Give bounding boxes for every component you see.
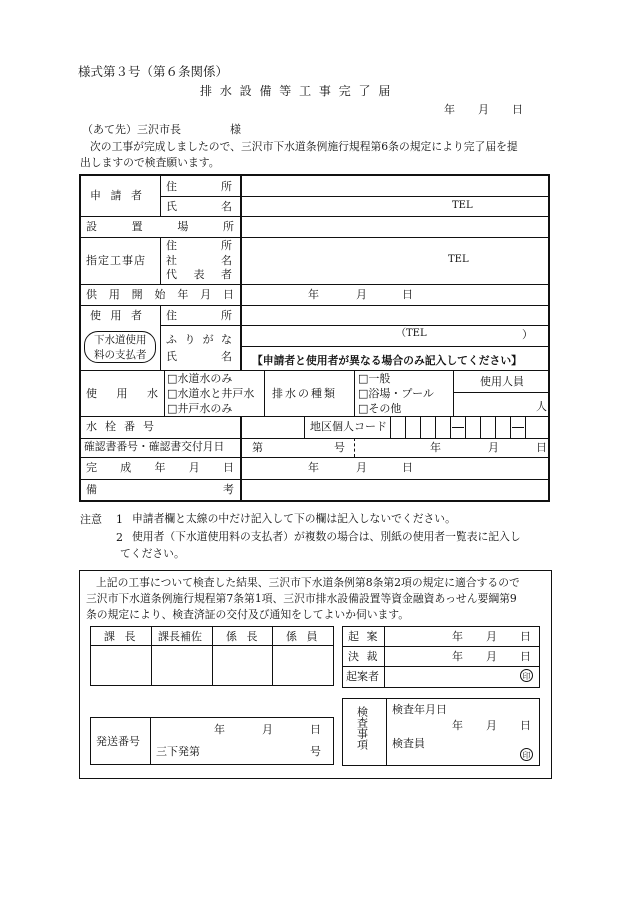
sending-year: 年 <box>214 723 225 736</box>
water-opt-tap-only[interactable]: □ 水道水のみ <box>167 373 232 384</box>
label-applicant: 申 請 者 <box>90 189 145 202</box>
label-start-date: 供 用 開 始 年 月 日 <box>86 288 234 301</box>
sending-month: 月 <box>262 723 273 736</box>
office-text-line1: 上記の工事について検査した結果、三沢市下水道条例第8条第2項の規定に適合するので <box>96 576 520 589</box>
drain-opt-bath-pool[interactable]: □ 浴場・プール <box>358 388 434 399</box>
confirmation-go: 号 <box>334 441 345 454</box>
label-district-code: 地区個人コード <box>310 420 387 433</box>
completion-month: 月 <box>356 461 367 474</box>
addressee: （あて先）三沢市長 <box>82 123 181 136</box>
payer-tel-close: ） <box>522 328 533 341</box>
label-decided: 決 裁 <box>348 650 380 663</box>
payer-note: 【申請者と使用者が異なる場合のみ記入してください】 <box>252 354 522 367</box>
header-month: 月 <box>478 103 489 116</box>
label-inspection-date: 検査年月日 <box>392 703 447 716</box>
label-contractor: 指定工事店 <box>86 254 146 267</box>
water-opt-tap-and-well[interactable]: □ 水道水と井戸水 <box>167 388 254 399</box>
completion-day: 日 <box>402 461 413 474</box>
intro-line-1: 次の工事が完成しましたので、三沢市下水道条例施行規程第6条の規定により完了届を提 <box>90 140 518 153</box>
label-drain-type: 排水の種類 <box>272 387 337 400</box>
payer-tel: （TEL <box>396 328 427 339</box>
confirmation-day: 日 <box>536 441 547 454</box>
label-remarks: 備 考 <box>86 483 234 496</box>
inspection-day: 日 <box>520 719 531 732</box>
label-applicant-address: 住 所 <box>166 180 232 193</box>
label-payer-line1: 下水道使用 <box>94 334 147 346</box>
office-text-line2: 三沢市下水道条例施行規程第7条第1項、三沢市排水設備設置等資金融資あっせん要綱第9 <box>86 592 517 605</box>
form-number: 様式第３号（第６条関係） <box>78 64 229 79</box>
honorific: 様 <box>230 123 241 136</box>
note-2-number: 2 <box>116 531 123 544</box>
label-contractor-address: 住 所 <box>166 239 232 252</box>
note-2-line1: 使用者（下水道使用料の支払者）が複数の場合は、別紙の使用者一覧表に記入し <box>132 530 521 543</box>
completion-date-field[interactable] <box>242 458 548 479</box>
label-contractor-company: 社 名 <box>166 254 232 267</box>
label-deputy-chief: 課長補佐 <box>158 630 202 643</box>
label-confirmation: 確認書番号・確認書交付月日 <box>84 440 225 453</box>
label-user: 使 用 者 <box>90 309 145 322</box>
confirmation-dai: 第 <box>252 441 263 454</box>
sending-go: 号 <box>310 745 321 758</box>
label-drafted: 起 案 <box>348 630 380 643</box>
drafted-month: 月 <box>486 630 497 643</box>
inspector-seal-mark: 印 <box>520 748 533 761</box>
label-inspection-items: 検査事項 <box>355 706 369 750</box>
start-date-month: 月 <box>356 288 367 301</box>
form-title: 排 水 設 備 等 工 事 完 了 届 <box>200 84 393 98</box>
drafted-day: 日 <box>520 630 531 643</box>
applicant-address-field[interactable] <box>242 176 548 196</box>
confirmation-year: 年 <box>430 441 441 454</box>
label-site: 設 置 場 所 <box>86 220 234 233</box>
decided-day: 日 <box>520 650 531 663</box>
office-text-line3: 条の規定により、検査済証の交付及び通知をしてよいか伺います。 <box>86 608 410 621</box>
label-inspector: 検査員 <box>392 737 425 750</box>
applicant-tel: TEL <box>452 200 473 211</box>
start-date-year: 年 <box>308 288 319 301</box>
drain-opt-general[interactable]: □ 一般 <box>358 373 390 384</box>
header-day: 日 <box>512 103 523 116</box>
label-section-chief: 係 長 <box>226 630 261 643</box>
label-water-use: 使 用 水 <box>86 387 158 400</box>
completion-year: 年 <box>308 461 319 474</box>
label-completion-date: 完 成 年 月 日 <box>86 461 234 474</box>
start-date-day: 日 <box>402 288 413 301</box>
note-2-line2: てください。 <box>120 547 185 560</box>
sending-day: 日 <box>310 723 321 736</box>
label-users-count: 使用人員 <box>480 375 524 388</box>
label-payer-name: 氏 名 <box>166 350 232 363</box>
sending-prefix: 三下発第 <box>156 745 200 758</box>
label-chief: 課 長 <box>104 630 139 643</box>
applicant-name-field[interactable] <box>242 197 442 216</box>
users-unit: 人 <box>536 400 547 413</box>
label-user-address: 住 所 <box>166 309 232 322</box>
inspection-month: 月 <box>486 719 497 732</box>
decided-month: 月 <box>486 650 497 663</box>
label-contractor-rep: 代 表 者 <box>166 268 232 281</box>
header-year: 年 <box>444 103 455 116</box>
label-sending-number: 発送番号 <box>96 735 140 748</box>
remarks-field[interactable] <box>242 480 548 500</box>
label-furigana: ふ り が な <box>166 333 232 346</box>
label-drafter: 起案者 <box>346 670 379 683</box>
site-field[interactable] <box>242 217 548 237</box>
label-payer-line2: 料の支払者 <box>94 349 147 361</box>
notes-label: 注意 <box>80 513 102 526</box>
contractor-tel: TEL <box>448 254 469 265</box>
label-meter-no: 水 栓 番 号 <box>86 420 154 433</box>
drain-opt-other[interactable]: □ その他 <box>358 403 401 414</box>
intro-line-2: 出しますので検査願います。 <box>80 156 220 169</box>
label-staff: 係 員 <box>286 630 321 643</box>
water-opt-well-only[interactable]: □ 井戸水のみ <box>167 403 232 414</box>
label-applicant-name: 氏 名 <box>166 200 232 213</box>
confirmation-month: 月 <box>488 441 499 454</box>
inspection-year: 年 <box>452 719 463 732</box>
note-1: 申請者欄と太線の中だけ記入して下の欄は記入しないでください。 <box>132 512 456 525</box>
drafter-seal-mark: 印 <box>520 669 533 682</box>
decided-year: 年 <box>452 650 463 663</box>
drafted-year: 年 <box>452 630 463 643</box>
note-1-number: 1 <box>116 513 123 526</box>
